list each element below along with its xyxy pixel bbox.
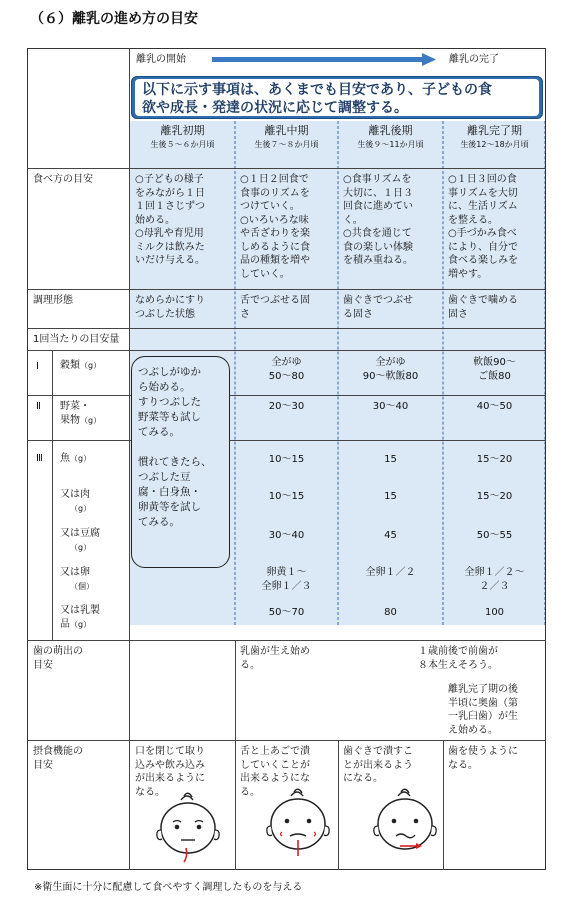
food-label-egg: 又は卵 （個） (60, 567, 94, 591)
amount-tofu-late: 45 (384, 530, 397, 541)
stage-age: 生後９〜11か月頃 (357, 140, 424, 149)
row-divider (27, 395, 546, 396)
eating-guide-complete: ○１日３回の食 事リズムを大切 に、生活リズム を整える。 ○手づかみ食べ により、自分で 食べる楽しみを 増やす。 (448, 174, 518, 280)
row-divider (27, 350, 546, 351)
food-label-grain: 穀類（g） (60, 360, 102, 371)
baby-face-illustration-late (370, 788, 440, 864)
amount-fish-late: 15 (384, 454, 397, 465)
stage-age: 生後12〜18か月頃 (460, 140, 529, 149)
stage-age: 生後７〜８か月頃 (254, 140, 319, 149)
notice-banner (131, 76, 543, 119)
row-divider (27, 640, 546, 641)
amount-meat-middle: 10〜15 (268, 491, 305, 502)
row-divider (27, 328, 546, 329)
page-title: （６）離乳の進め方の目安 (30, 11, 198, 27)
chewing-early: 口を閉じて取り 込みや飲み込み が出来るように なる。 (135, 746, 205, 798)
group-roman-2: Ⅱ (36, 401, 41, 412)
amount-grain-middle: 全がゆ 50〜80 (268, 357, 305, 382)
column-divider (443, 740, 444, 870)
food-label-tofu: 又は豆腐 （g） (60, 528, 100, 552)
cooking-form-early: なめらかにすり つぶした状態 (135, 295, 205, 320)
eating-guide-label: 食べ方の目安 (33, 174, 93, 185)
amount-vegetable-late: 30〜40 (372, 401, 409, 412)
amount-meat-complete: 15〜20 (476, 491, 513, 502)
amount-dairy-complete: 100 (484, 607, 505, 618)
stage-header-late (338, 124, 443, 152)
eating-guide-middle: ○１日２回食で 食事のリズムを つけていく。 ○いろいろな味 や舌ざわりを楽 しめるように食 品の種類を増や していく。 (240, 174, 310, 280)
food-label-vegetable: 野菜・ 果物（g） (60, 401, 102, 426)
amount-tofu-complete: 50〜55 (476, 530, 513, 541)
baby-face-illustration-early (153, 792, 223, 868)
notice-text: 以下に示す事項は、あくまでも目安であり、子どもの食 欲や成長・発達の状況に応じて調整する。 (142, 82, 492, 116)
row-divider (27, 289, 546, 290)
progress-arrow (212, 52, 437, 68)
column-divider (129, 48, 130, 870)
eating-guide-late: ○食事リズムを 大切に、１日３ 回食に進めてい く。 ○共食を通じて 食の楽しい体験 を積み重ねる。 (343, 174, 413, 266)
cooking-form-label: 調理形態 (33, 295, 73, 306)
stage-header-middle (235, 124, 338, 152)
amount-vegetable-middle: 20〜30 (268, 401, 305, 412)
amount-egg-middle: 卵黄１〜 全卵１／３ (261, 567, 312, 592)
stage-age: 生後５〜６か月頃 (150, 140, 215, 149)
amount-dairy-late: 80 (384, 607, 397, 618)
row-divider (27, 168, 546, 169)
column-divider (235, 640, 236, 870)
cooking-form-middle: 舌でつぶせる固 さ (240, 295, 310, 320)
amount-grain-complete: 軟飯90〜 ご飯80 (473, 357, 516, 382)
group-roman-3: Ⅲ (36, 453, 43, 464)
chewing-label: 摂食機能の 目安 (33, 746, 83, 771)
food-label-meat: 又は肉 （g） (60, 489, 92, 513)
column-divider (338, 740, 339, 870)
group-roman-1: Ⅰ (36, 361, 39, 372)
amount-grain-late: 全がゆ 90〜軟飯80 (362, 357, 419, 382)
teeth-late: １歳前後で前歯が ８本生えそろう。 (418, 646, 498, 671)
stage-name: 離乳中期 (264, 124, 309, 137)
stage-name: 離乳初期 (160, 124, 205, 137)
arrow-end-label: 離乳の完了 (449, 54, 499, 65)
chewing-middle: 舌と上あごで潰 していくことが 出来るようにな る。 (240, 746, 310, 798)
amount-dairy-middle: 50〜70 (268, 607, 305, 618)
amount-egg-late: 全卵１／２ (365, 567, 416, 578)
amount-fish-complete: 15〜20 (476, 454, 513, 465)
stage-header-early (130, 124, 235, 152)
amount-meat-late: 15 (384, 491, 397, 502)
chewing-late: 歯ぐきで潰すこ とが出来るよう になる。 (343, 746, 413, 784)
early-stage-note (131, 356, 230, 568)
per-meal-label: 1回当たりの目安量 (33, 334, 120, 345)
row-divider (27, 740, 546, 741)
cooking-form-late: 歯ぐきでつぶせ る固さ (343, 295, 413, 320)
stage-header-complete (443, 124, 546, 152)
arrow-start-label: 離乳の開始 (136, 54, 186, 65)
amount-fish-middle: 10〜15 (268, 454, 305, 465)
teeth-label: 歯の萌出の 目安 (33, 646, 83, 671)
amount-egg-complete: 全卵１／２〜 ２／３ (464, 567, 525, 592)
food-label-dairy: 又は乳製 品（g） (60, 605, 100, 630)
cooking-form-complete: 歯ぐきで噛める 固さ (448, 295, 518, 320)
food-label-fish: 魚（g） (60, 453, 92, 464)
baby-face-illustration-middle (263, 788, 333, 864)
footnote: ※衛生面に十分に配慮して食べやすく調理したものを与える (34, 882, 303, 893)
teeth-middle: 乳歯が生え始め る。 (240, 646, 310, 671)
eating-guide-early: ○子どもの様子 をみながら１日 １回１さじずつ 始める。 ○母乳や育児用 ミルクは飲みた いだけ与える。 (135, 174, 205, 266)
chewing-complete: 歯を使うように なる。 (448, 746, 518, 771)
teeth-complete: 離乳完了期の後 半頃に奥歯（第 一乳臼歯）が生 え始める。 (448, 684, 518, 736)
row-divider (27, 440, 546, 441)
early-stage-note-text: つぶしがゆか ら始める。 すりつぶした 野菜等も試し てみる。 慣れてきたら、 つぶした豆 腐・白身魚・ 卵黄等を試し てみる。 (138, 366, 212, 528)
stage-name: 離乳完了期 (467, 124, 522, 137)
amount-tofu-middle: 30〜40 (268, 530, 305, 541)
group-divider (52, 350, 53, 640)
stage-name: 離乳後期 (368, 124, 413, 137)
amount-vegetable-complete: 40〜50 (476, 401, 513, 412)
